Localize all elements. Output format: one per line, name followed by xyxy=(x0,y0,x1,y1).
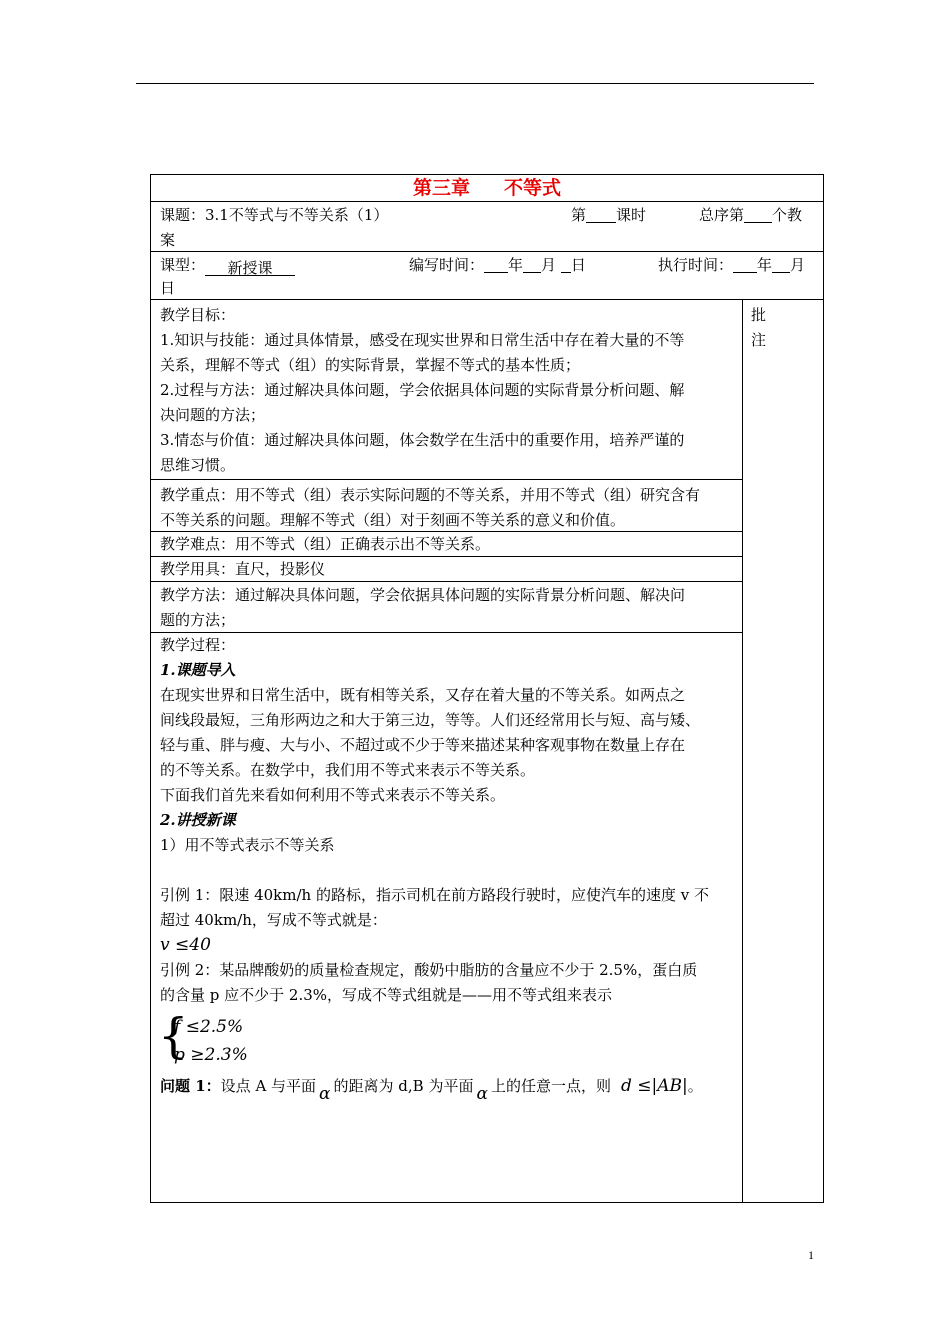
question-label: 问题 1： xyxy=(160,1077,221,1095)
goal-line: 3.情态与价值：通过解决具体问题，体会数学在生活中的重要作用，培养严谨的 xyxy=(160,431,685,449)
chapter-number: 第三章 xyxy=(412,177,470,199)
lesson-type: 课型： 新授课 xyxy=(160,253,295,278)
key-point-line: 不等关系的问题。理解不等式（组）对于刻画不等关系的意义和价值。 xyxy=(160,511,626,529)
goal-line: 1.知识与技能：通过具体情景，感受在现实世界和日常生活中存在着大量的不等 xyxy=(160,331,685,349)
subsection-title: 1）用不等式表示不等关系 xyxy=(160,836,335,854)
compile-time: 编写时间： 年 月 日 xyxy=(409,253,586,278)
topic-wrap: 案 xyxy=(160,231,176,249)
formula-speed: v ≤40 xyxy=(160,935,211,955)
chapter-title xyxy=(151,175,823,202)
example-line: 超过 40km/h，写成不等式就是： xyxy=(160,911,387,929)
goal-line: 2.过程与方法：通过解决具体问题，学会依据具体问题的实际背景分析问题、解 xyxy=(160,381,685,399)
difficulty xyxy=(151,532,742,557)
teaching-method xyxy=(151,582,742,633)
goal-line: 思维习惯。 xyxy=(160,456,236,474)
difficulty-text: 教学难点：用不等式（组）正确表示出不等关系。 xyxy=(160,535,491,553)
question-text: 设点 A 与平面 xyxy=(220,1077,317,1095)
formula-distance: d ≤|AB| xyxy=(620,1076,688,1096)
type-row-wrap: 日 xyxy=(160,279,176,297)
question-1 xyxy=(160,1074,742,1104)
system-line-protein: p ≥2.3% xyxy=(174,1045,248,1065)
section-title-new-lesson: 2.讲授新课 xyxy=(160,811,236,829)
system-line-fat: f ≤2.5% xyxy=(174,1017,244,1037)
tools-text: 教学用具：直尺，投影仪 xyxy=(160,560,326,578)
question-text: 的距离为 d,B 为平面 xyxy=(333,1077,474,1095)
alpha-symbol: α xyxy=(319,1084,331,1104)
brace-icon: { xyxy=(158,1008,189,1064)
chapter-name: 不等式 xyxy=(504,177,562,199)
page-number: 1 xyxy=(808,1248,814,1262)
side-note xyxy=(751,303,766,353)
side-note-line: 批 xyxy=(751,306,767,324)
key-point-line: 教学重点：用不等式（组）表示实际问题的不等关系，并用不等式（组）研究含有 xyxy=(160,486,701,504)
lesson-plan-table xyxy=(150,174,824,1203)
example-line: 引例 2：某品牌酸奶的质量检查规定，酸奶中脂肪的含量应不少于 2.5%，蛋白质 xyxy=(160,961,698,979)
teaching-tools xyxy=(151,557,742,582)
period-field: 第 课时 xyxy=(571,203,646,228)
section-title-intro: 1.课题导入 xyxy=(160,661,236,679)
inequality-system xyxy=(160,1008,742,1074)
key-points xyxy=(151,480,742,532)
process-line: 间线段最短，三角形两边之和大于第三边，等等。人们还经常用长与短、高与矮、 xyxy=(160,711,701,729)
example-line: 引例 1：限速 40km/h 的路标，指示司机在前方路段行驶时，应使汽车的速度 v 不 xyxy=(160,886,709,904)
question-text: 上的任意一点，则 xyxy=(490,1077,611,1095)
process-line: 下面我们首先来看如何利用不等式来表示不等关系。 xyxy=(160,786,506,804)
goal-line: 关系，理解不等式（组）的实际背景，掌握不等式的基本性质； xyxy=(160,356,581,374)
process-line: 的不等关系。在数学中，我们用不等式来表示不等关系。 xyxy=(160,761,536,779)
goal-line: 决问题的方法； xyxy=(160,406,266,424)
topic-row xyxy=(151,202,823,252)
example-line: 的含量 p 应不少于 2.3%，写成不等式组就是——用不等式组来表示 xyxy=(160,986,613,1004)
lesson-type-row xyxy=(151,252,823,300)
question-end: 。 xyxy=(687,1077,703,1095)
process-line: 轻与重、胖与瘦、大与小、不超过或不少于等来描述某种客观事物在数量上存在 xyxy=(160,736,686,754)
teaching-process xyxy=(151,633,742,1203)
execute-time: 执行时间： 年 月 xyxy=(658,253,805,278)
side-note-line: 注 xyxy=(751,331,767,349)
teaching-goals xyxy=(151,300,742,480)
note-column-divider xyxy=(742,300,743,1203)
process-label: 教学过程： xyxy=(160,636,236,654)
total-field: 总序第 个教 xyxy=(699,203,802,228)
alpha-symbol: α xyxy=(476,1084,488,1104)
goals-label: 教学目标： xyxy=(160,306,236,324)
method-line: 教学方法：通过解决具体问题，学会依据具体问题的实际背景分析问题、解决问 xyxy=(160,586,686,604)
process-line: 在现实世界和日常生活中，既有相等关系，又存在着大量的不等关系。如两点之 xyxy=(160,686,686,704)
method-line: 题的方法； xyxy=(160,611,236,629)
header-rule xyxy=(136,83,814,84)
topic-label: 课题：3.1不等式与不等关系（1） xyxy=(160,206,389,224)
